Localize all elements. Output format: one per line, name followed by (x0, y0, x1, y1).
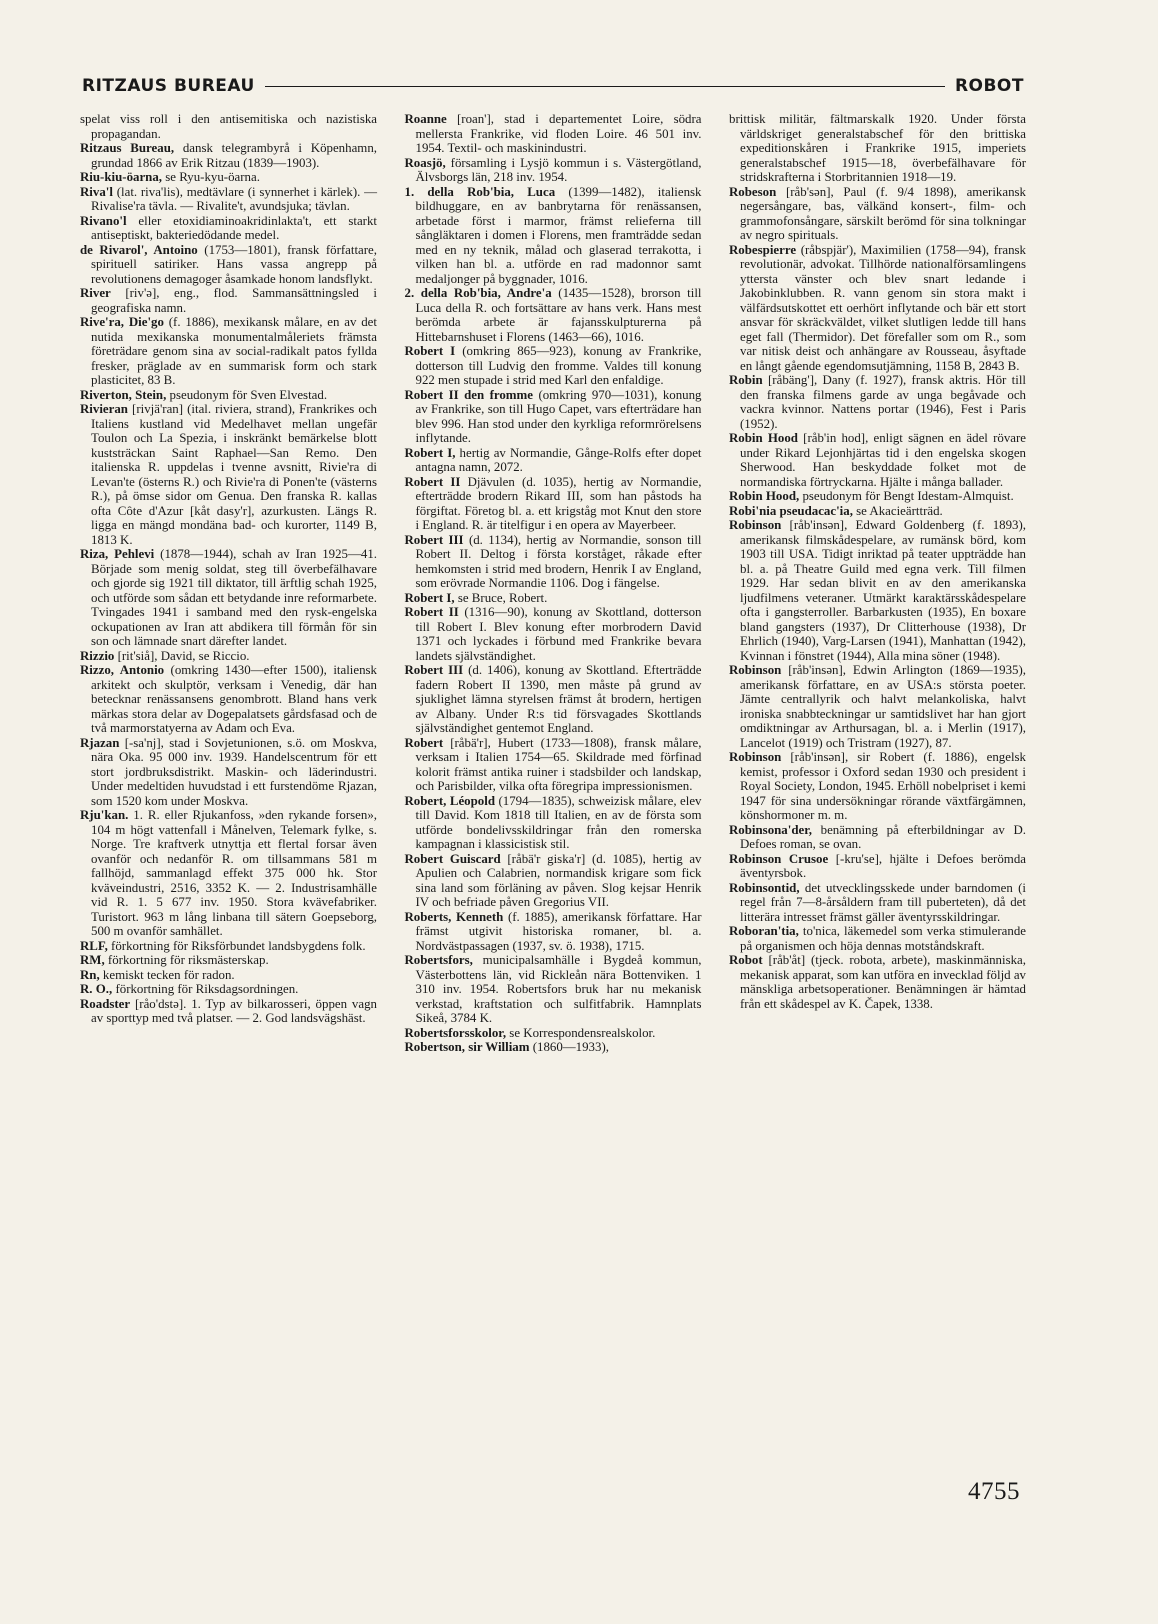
column-3 (729, 112, 1026, 1055)
dictionary-entry (729, 924, 1026, 953)
dictionary-entry (80, 315, 377, 388)
entry-text: [råbä'r], Hubert (1733—1808), fransk målare, verksam i Italien 1754—65. Skildrade med förfinad kolorit främst antika ruiner i stadsbilder och landskap, och Parisbilder, vilka ofta föregripa impressionismen. (415, 735, 702, 793)
entry-headword: Rizzo, Antonio (80, 663, 165, 677)
entry-text: förkortning för Riksförbundet landsbygdens folk. (107, 938, 366, 953)
dictionary-entry (80, 214, 377, 243)
running-header (82, 74, 1024, 98)
entry-headword: Robertsforsskolor, (404, 1025, 507, 1040)
entry-headword: 2. della Rob'bia, Andre'a (404, 286, 552, 300)
entry-text: se Korrespondensrealskolor. (506, 1025, 656, 1040)
dictionary-entry (80, 185, 377, 214)
entry-text: (1435—1528), brorson till Luca della R. och fortsättare av hans verk. Hans mest berömda arbete är fajansskulpturerna på Hittebarnshuset i Florens (1463—66), 1016. (415, 286, 702, 344)
entry-text: 1. R. eller Rjukanfoss, »den rykande forsen», 104 m högt vattenfall i Månelven, Telemark fylke, s. Norge. Tre kraftverk utnyttja ett flertal forsar även ovanför och nedanför R. om tillsammans 581 m fallhöjd, sammanlagd effekt 375 000 hk. Stor kväveindustri, 2516, 3352 K. — 2. Industrisamhälle vid R. 1. 5 677 inv. 1950. Stora kvävefabriker. Turistort. 963 m lång linbana till sätern Goepseborg, 500 m ovanför samhället. (91, 808, 377, 938)
dictionary-entry (405, 156, 702, 185)
entry-text: eller etoxidiaminoakridinlakta't, ett starkt antiseptiskt, bakteriedödande medel. (91, 213, 377, 242)
entry-text: brittisk militär, fältmarskalk 1920. Under första världskriget generalstabschef för den brittiska expeditionskåren i Frankrike 1915, imperiets generalstabschef 1915—18, överbefälhavare för stridskrafterna i Storbritannien 1918—19. (729, 112, 1026, 184)
entry-headword: Robert, Léopold (404, 793, 495, 808)
entry-text: [råbä'r giska'r] (d. 1085), hertig av Apulien och Calabrien, normandisk krigare som fick sina land som förläning av påven. Slog kejsar Henrik IV och befriade påven Gregorius VII. (415, 851, 702, 909)
entry-headword: Robinson (729, 750, 782, 764)
entry-text: församling i Lysjö kommun i s. Västergötland, Älvsborgs län, 218 inv. 1954. (415, 155, 702, 184)
entry-text: dansk telegrambyrå i Köpenhamn, grundad 1866 av Erik Ritzau (1839—1903). (91, 141, 377, 170)
column-2 (405, 112, 702, 1055)
dictionary-entry (80, 112, 377, 141)
entry-text: [råo'dstə]. 1. Typ av bilkarosseri, öppen vagn av sporttyp med två platser. — 2. God landsvägshäst. (91, 996, 377, 1025)
entry-text: hertig av Normandie, Gånge-Rolfs efter dopet antagna namn, 2072. (415, 445, 702, 474)
entry-headword: Robinson (729, 663, 782, 677)
entry-headword: Robert (404, 735, 444, 750)
entry-headword: Ritzaus Bureau, (80, 141, 175, 155)
entry-text: [råbäng'], Dany (f. 1927), fransk aktris. Hör till den franska filmens garde av unga begåvade och vackra kvinnor. Nattens portar (1946), Fest i Paris (1952). (740, 373, 1026, 431)
entry-text: [-kru'se], hjälte i Defoes berömda äventyrsbok. (740, 851, 1026, 880)
text-columns (80, 112, 1026, 1055)
entry-text: se Ryu-kyu-öarna. (162, 170, 260, 184)
entry-text: [-sa'nj], stad i Sovjetunionen, s.ö. om Moskva, nära Oka. 95 000 inv. 1939. Handelscentrum för ett stort jordbruksdistrikt. Maskin- och läderindustri. Under medeltiden huvudstad i ett furstendöme Rjazan, som 1520 kom under Moskva. (91, 735, 377, 808)
entry-text: (omkring 865—923), konung av Frankrike, dotterson till Ludvig den fromme. Valdes till konung 922 men stupade i strid med Karl den enfaldige. (415, 344, 702, 387)
entry-headword: Robot (729, 953, 763, 967)
entry-text: (1794—1835), schweizisk målare, elev till David. Kom 1818 till Italien, en av de första som utförde bondelivsskildringar från den romerska kampagnan i klassicistisk stil. (415, 793, 702, 851)
dictionary-entry (729, 373, 1026, 431)
entry-headword: Roboran'tia, (729, 924, 799, 938)
entry-headword: Roadster (80, 996, 131, 1011)
entry-headword: Robin Hood, (729, 489, 800, 503)
dictionary-entry (729, 750, 1026, 823)
dictionary-entry (729, 518, 1026, 663)
entry-headword: Robert II den fromme (404, 387, 533, 402)
entry-text: se Bruce, Robert. (454, 590, 548, 605)
entry-headword: Roasjö, (404, 155, 446, 170)
entry-text: municipalsamhälle i Bygdeå kommun, Västerbottens län, vid Rickleån nära Bottenviken. 1 310 inv. 1954. Robertsfors bruk har nu mekanisk verkstad, kraftstation och sulfitfabrik. Hamnplats Sikeå, 3784 K. (415, 953, 702, 1025)
dictionary-entry (405, 852, 702, 910)
entry-text: Djävulen (d. 1035), hertig av Normandie, efterträdde brodern Rikard III, som han påstods ha förgiftat. Företog bl. a. ett krigståg mot Knut den store i England. R. är titelfigur i en opera av Mayerbeer. (415, 474, 702, 532)
dictionary-entry (80, 663, 377, 736)
entry-text: [råb'åt] (tjeck. robota, arbete), maskinmänniska, mekanisk apparat, som kan utföra en invecklad följd av mänskliga arbetsoperationer. Benämningen är hämtad från ett skådespel av K. Čapek, 1338. (740, 953, 1027, 1011)
entry-headword: Robert I, (404, 590, 455, 605)
dictionary-entry (80, 141, 377, 170)
dictionary-entry (405, 112, 702, 156)
entry-text: [roan'], stad i departementet Loire, södra mellersta Frankrike, vid floden Loire. 46 501 inv. 1954. Textil- och maskinindustri. (415, 112, 702, 155)
entry-headword: Robinson Crusoe (729, 851, 829, 866)
entry-text: [rivjä'ran] (ital. riviera, strand), Frankrikes och Italiens kustland vid Medelhavet mellan ungefär Toulon och La Spezia, i inskränkt bemärkelse blott kuststräckan Saint Raphael—San Remo. Den italienska R. uppdelas i tvenne avsnitt, Rivie'ra di Levan'te (österns R.) och Rivie'ra di Ponen'te (västerns R.), på ömse sidor om Genua. Den franska R. kallas ofta Côte d'Azur [kåt dasy'r], azurkusten. Längs R. ligga en mängd mondäna bad- och kurorter, 1149 B, 1813 K. (91, 402, 377, 547)
entry-headword: Rju'kan. (80, 808, 129, 822)
entry-headword: Robert Guiscard (404, 851, 501, 866)
dictionary-entry (405, 286, 702, 344)
entry-headword: Roberts, Kenneth (404, 909, 504, 924)
dictionary-entry (405, 663, 702, 736)
entry-headword: Robinsontid, (729, 880, 800, 895)
entry-text: (omkring 970—1031), konung av Frankrike, son till Hugo Capet, vars efterträdare han blev 996. Han stod under den kyrkliga reformrörelsens inflytande. (415, 387, 702, 445)
dictionary-entry (729, 953, 1026, 1011)
entry-headword: River (80, 286, 111, 300)
dictionary-entry (80, 982, 377, 997)
dictionary-entry (405, 910, 702, 954)
entry-text: (1860—1933), (529, 1040, 609, 1054)
entry-text: [råb'insən], sir Robert (f. 1886), engelsk kemist, professor i Oxford sedan 1930 och president i Royal Society, London, 1945. Erhöll nobelpriset i kemi 1947 för sina undersökningar rörande växtfärgämnen, könshormoner m. m. (740, 750, 1026, 822)
dictionary-entry (80, 402, 377, 547)
entry-text: (d. 1134), hertig av Normandie, sonson till Robert II. Deltog i första korståget, råkade efter hemkomsten i strid med brodern, Henrik I av England, som erövrade Normandie 1106. Dog i fängelse. (415, 532, 702, 590)
entry-text: [riv'ə], eng., flod. Sammansättningsled i geografiska namn. (91, 286, 377, 315)
dictionary-entry (80, 968, 377, 983)
column-1 (80, 112, 377, 1055)
dictionary-entry (80, 953, 377, 968)
entry-text: [råb'insən], Edwin Arlington (1869—1935), amerikansk författare, en av USA:s största poeter. Jämte centrallyrik och halvt melankoliska, halvt ironiska snabbteckningar ur samtidslivet har han gjort omdiktningar av Arthursagan, bl. a. i Merlin (1917), Lancelot (1919) och Tristram (1927), 87. (740, 663, 1026, 750)
entry-headword: Robertsfors, (404, 953, 473, 967)
entry-text: (lat. riva'lis), medtävlare (i synnerhet i kärlek). — Rivalise'ra tävla. — Rivalite't, avundsjuka; tävlan. (91, 184, 377, 213)
entry-headword: RLF, (80, 938, 108, 953)
entry-headword: Robeson (729, 184, 777, 199)
entry-text: förkortning för riksmästerskap. (104, 953, 269, 967)
entry-text: (d. 1406), konung av Skottland. Efterträdde fadern Robert II 1390, men måste på grund av sjuklighet lämna styrelsen främst åt brodern, hertigen av Albany. Under R:s tid försvagades Skottlands självständighet gentemot England. (415, 663, 702, 735)
dictionary-entry (729, 504, 1026, 519)
header-left-guide-word: RITZAUS BUREAU (82, 76, 255, 96)
dictionary-entry (729, 431, 1026, 489)
dictionary-entry (405, 794, 702, 852)
entry-text: (råbspjär'), Maximilien (1758—94), fransk revolutionär, advokat. Tillhörde nationalförsamlingens yttersta vänster och blev snart ledande i Jakobinklubben. R. vann genom sin stora makt i välfärdsutskottet ett oerhört inflytande och bär ett stort ansvar för skräckväldet, vilket slutligen ledde till hans eget fall (Thermidor). Det förefaller som om R., som var nitisk deist och anhängare av Rousseau, åsyftade en långt gående egendomsutjämning, 1158 B, 2843 B. (740, 242, 1026, 373)
entry-headword: Rivano'l (80, 213, 127, 228)
entry-text: (1753—1801), fransk författare, spirituell satiriker. Hans vassa angrepp på revolutionens demagoger åsamkade honom landsflykt. (91, 242, 378, 286)
dictionary-entry (405, 533, 702, 591)
entry-headword: R. O., (80, 982, 113, 996)
entry-text: [råb'in hod], enligt sägnen en ädel rövare under Rikard Lejonhjärtas tid i den engelska skogen Sherwood. Han beskyddade folket mot de normandiska förtryckarna. Hjälte i många ballader. (740, 431, 1027, 489)
dictionary-entry (80, 547, 377, 649)
dictionary-entry (80, 388, 377, 403)
dictionary-entry (405, 591, 702, 606)
dictionary-entry (405, 446, 702, 475)
entry-headword: RM, (80, 953, 105, 967)
entry-text: det utvecklingsskede under barndomen (i regel från 7—8-årsåldern fram till puberteten), då det litterära intresset främst gäller äventyrsskildringar. (740, 880, 1026, 924)
entry-text: pseudonym för Sven Elvestad. (166, 387, 328, 402)
entry-text: se Akacieärtträd. (852, 503, 943, 518)
entry-headword: Rive'ra, Die'go (80, 315, 164, 329)
entry-text: spelat viss roll i den antisemitiska och nazistiska propagandan. (80, 112, 377, 141)
entry-text: (1878—1944), schah av Iran 1925—41. Började som menig soldat, steg till överbefälhavare och gjorde sig 1921 till diktator, till ärftlig schah 1925, och utförde som sådan ett betydande inre reformarbete. Tvingades 1941 i samband med den rysk-engelska ockupationen av Iran att abdikera till förmån för sin son och lämnade snart därefter landet. (91, 547, 377, 648)
dictionary-entry (405, 605, 702, 663)
entry-text: [råb'sən], Paul (f. 9/4 1898), amerikansk negersångare, bas, välkänd konsert-, film- och grammofonsångare, särskilt berömd för sina tolkningar av negro spirituals. (740, 184, 1026, 242)
dictionary-entry (405, 344, 702, 388)
dictionary-entry (729, 489, 1026, 504)
entry-headword: Rn, (80, 967, 100, 982)
dictionary-entry (729, 185, 1026, 243)
entry-headword: Riva'l (80, 184, 113, 199)
entry-headword: Robertson, sir William (404, 1040, 530, 1054)
entry-text: [rit'siå], David, se Riccio. (114, 648, 250, 663)
dictionary-entry (80, 736, 377, 809)
dictionary-entry (80, 170, 377, 185)
entry-headword: de Rivarol', Antoino (80, 242, 198, 257)
entry-headword: Robert I (404, 344, 456, 358)
dictionary-entry (80, 649, 377, 664)
entry-headword: Robert III (404, 532, 464, 547)
entry-text: (f. 1885), amerikansk författare. Har främst utgivit historiska romaner, bl. a. Nordvästpassagen (1937, sv. ö. 1938), 1715. (415, 909, 702, 953)
dictionary-entry (729, 881, 1026, 925)
entry-text: (f. 1886), mexikansk målare, en av det nutida mexikanska monumentalmåleriets främsta företrädare genom sina av social-radikalt patos fyllda fresker, präglade av en summarisk form och stark plasticitet, 83 B. (91, 315, 377, 387)
entry-headword: Robespierre (729, 242, 797, 257)
header-right-guide-word: ROBOT (954, 76, 1024, 96)
entry-text: to'nica, läkemedel som verka stimulerande på organismen och höja dennas motståndskraft. (740, 924, 1026, 953)
dictionary-entry (729, 663, 1026, 750)
entry-headword: Riza, Pehlevi (80, 547, 155, 561)
entry-headword: Robert III (404, 663, 464, 677)
entry-text: (1316—90), konung av Skottland, dotterson till Robert I. Blev konung efter morbrodern David 1371 och lyckades i förbund med Frankrike bevara landets självständighet. (415, 605, 702, 663)
dictionary-entry (80, 939, 377, 954)
entry-headword: Robinsona'der, (729, 822, 812, 837)
dictionary-entry (405, 1040, 702, 1055)
dictionary-entry (729, 823, 1026, 852)
dictionary-entry (80, 243, 377, 287)
dictionary-entry (80, 997, 377, 1026)
dictionary-entry (405, 185, 702, 287)
entry-headword: Robert I, (404, 445, 456, 460)
entry-text: förkortning för Riksdagsordningen. (112, 982, 299, 996)
entry-headword: Robert II (404, 474, 461, 489)
header-rule (265, 86, 945, 87)
entry-headword: Robert II (404, 605, 459, 619)
entry-text: [råb'insən], Edward Goldenberg (f. 1893), amerikansk filmskådespelare, av rumänsk börd, kom 1903 till USA. Tidigt inriktad på teater uppträdde han bl. a. på Theatre Guild med egna verk. Till filmen 1929. Har sedan blivit en av den amerikanska ljudfilmens veteraner. Utmärkt karaktärsskådespelare ofta i gangsterroller. Barbarkusten (1935), En boxare bland gangsters (1937), Dr Clitterhouse (1938), Dr Ehrlich (1940), Varg-Larsen (1941), Manhattan (1942), Kvinnan i fönstret (1944), Alla mina söner (1948). (740, 518, 1026, 663)
entry-text: pseudonym för Bengt Idestam-Almquist. (799, 489, 1014, 503)
dictionary-entry (729, 852, 1026, 881)
entry-text: (omkring 1430—efter 1500), italiensk arkitekt och skulptör, verksam i Venedig, där han betecknar renässansens genombrott. Bland hans verk märkas stora delar av Dogepalatsets gårdsfasad och de två marmorstatyerna av Adam och Eva. (91, 663, 377, 735)
dictionary-entry (405, 1026, 702, 1041)
entry-headword: Robinson (729, 518, 782, 532)
dictionary-entry (405, 388, 702, 446)
page-number: 4755 (968, 1478, 1020, 1505)
dictionary-entry (80, 808, 377, 939)
entry-headword: Robin Hood (729, 431, 798, 445)
entry-text: benämning på efterbildningar av D. Defoes roman, se ovan. (740, 822, 1026, 851)
entry-headword: Rjazan (80, 735, 120, 750)
dictionary-entry (729, 243, 1026, 374)
dictionary-entry (80, 286, 377, 315)
entry-headword: Riu-kiu-öarna, (80, 170, 163, 184)
entry-headword: Rivieran (80, 402, 128, 416)
entry-text: (1399—1482), italiensk bildhuggare, en av banbrytarna för renässansen, arbetade först i marmor, främst relieferna till sångläktaren i domen i Florens, men framträdde sedan med en ny teknik, målad och glaserad terrakotta, i vilken han bl. a. utförde en rad madonnor samt medaljonger på byggnader, 1016. (415, 184, 702, 286)
entry-text: kemiskt tecken för radon. (99, 967, 235, 982)
dictionary-entry (729, 112, 1026, 185)
entry-headword: Riverton, Stein, (80, 387, 167, 402)
entry-headword: Robi'nia pseudacac'ia, (729, 503, 853, 518)
dictionary-entry (405, 736, 702, 794)
entry-headword: Rizzio (80, 648, 115, 663)
entry-headword: 1. della Rob'bia, Luca (404, 184, 556, 199)
entry-headword: Robin (729, 373, 763, 387)
dictionary-entry (405, 953, 702, 1026)
entry-headword: Roanne (404, 112, 447, 126)
dictionary-entry (405, 475, 702, 533)
